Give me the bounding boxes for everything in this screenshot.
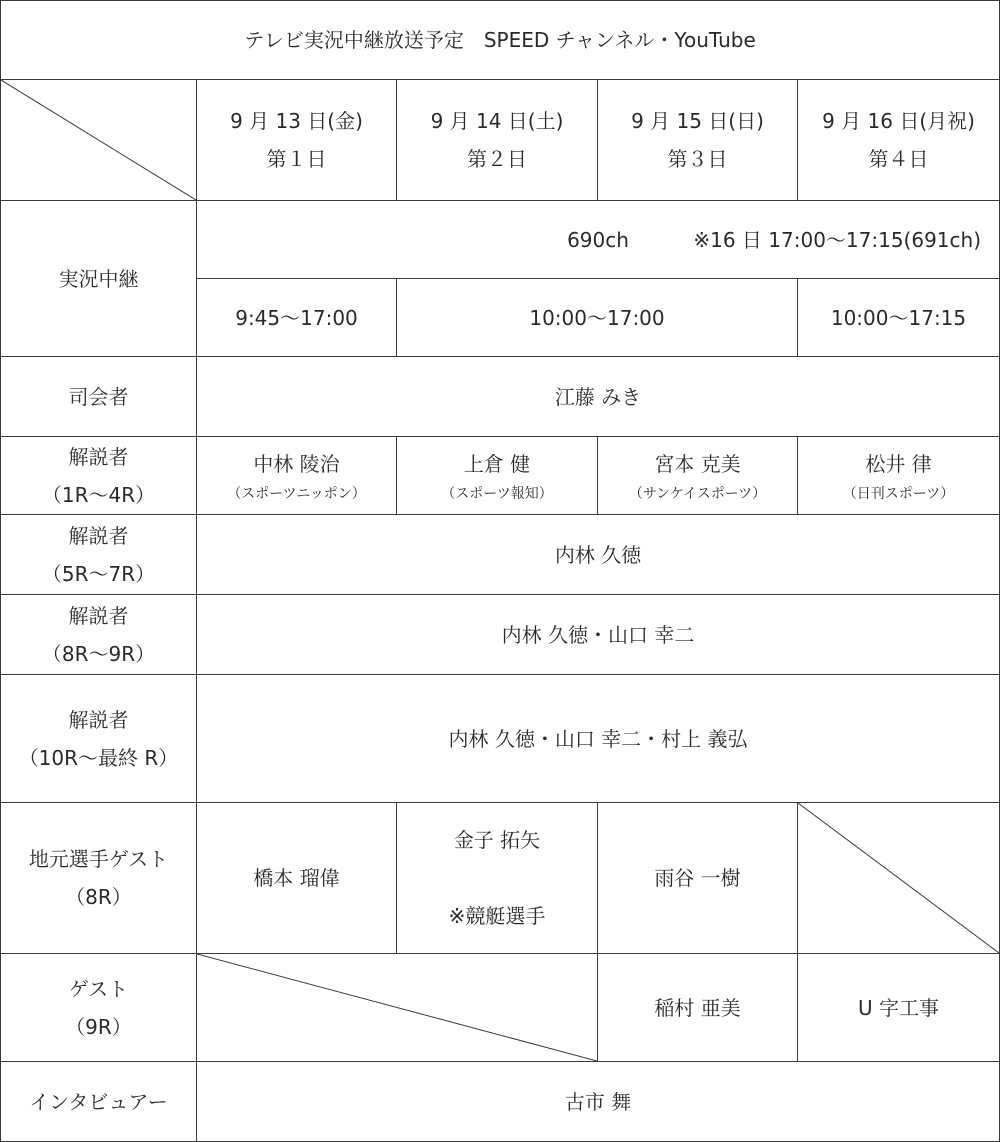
- header-line: （9R）: [65, 1014, 132, 1039]
- channel-note: ※16 日 17:00～17:15(691ch): [693, 227, 982, 252]
- header-line: （8R）: [65, 885, 132, 909]
- diagonal-line: [197, 954, 597, 1061]
- day-date: 9 月 14 日(土): [430, 109, 564, 133]
- time-day1: 9:45～17:00: [197, 279, 397, 357]
- local-guest-day1: 橋本 瑠偉: [197, 803, 397, 954]
- page-title: テレビ実況中継放送予定 SPEED チャンネル・YouTube: [1, 1, 1000, 80]
- commentators-1-4-header: [1, 437, 197, 515]
- day-header-4: [798, 80, 1000, 201]
- guest-header: [1, 954, 197, 1062]
- commentator-day2: [397, 437, 598, 515]
- live-header: 実況中継: [1, 201, 197, 357]
- commentator-affiliation: （サンケイスポーツ）: [628, 486, 767, 503]
- header-line: 地元選手ゲスト: [28, 847, 169, 871]
- commentator-affiliation: （スポーツニッポン）: [227, 486, 366, 503]
- local-guest-day3: 雨谷 一樹: [598, 803, 798, 954]
- guest-note: ※競艇選手: [448, 904, 546, 928]
- day-date: 9 月 15 日(日): [631, 109, 764, 133]
- commentator-day4: [798, 437, 1000, 515]
- commentator-name: 上倉 健: [463, 452, 531, 477]
- guest-day4: U 字工事: [798, 954, 1000, 1062]
- diagonal-line: [798, 803, 999, 953]
- commentators-8-9-header: [1, 595, 197, 675]
- header-line: 解説者: [68, 603, 129, 628]
- commentators-8-9-names: 内林 久徳・山口 幸二: [197, 595, 1000, 675]
- day-label: 第３日: [667, 147, 728, 171]
- host-header: 司会者: [1, 357, 197, 437]
- day-header-2: [397, 80, 598, 201]
- day-date: 9 月 16 日(月祝): [822, 109, 975, 133]
- commentators-5-7-header: [1, 515, 197, 595]
- local-guest-day2: [397, 803, 598, 954]
- host-name: 江藤 みき: [197, 357, 1000, 437]
- guest-day1-2-empty: [197, 954, 598, 1062]
- commentator-day3: [598, 437, 798, 515]
- day-header-3: [598, 80, 798, 201]
- commentator-day1: [197, 437, 397, 515]
- header-line: （8R～9R）: [41, 641, 156, 666]
- commentator-name: 中林 陵治: [253, 452, 340, 477]
- commentator-affiliation: （日刊スポーツ）: [842, 486, 955, 503]
- channel-cell: [197, 201, 1000, 279]
- interviewer-header: インタビュアー: [1, 1062, 197, 1142]
- time-day2-3: 10:00～17:00: [397, 279, 798, 357]
- header-line: ゲスト: [68, 976, 129, 1001]
- day-label: 第２日: [467, 147, 527, 171]
- day-date: 9 月 13 日(金): [230, 109, 363, 133]
- diagonal-line: [1, 80, 196, 200]
- commentator-affiliation: （スポーツ報知）: [441, 486, 553, 503]
- header-line: 解説者: [68, 444, 129, 469]
- guest-name: 金子 拓矢: [453, 828, 541, 852]
- local-guest-day4-empty: [798, 803, 1000, 954]
- header-line: （5R～7R）: [41, 561, 156, 586]
- header-line: 解説者: [68, 707, 129, 732]
- interviewer-name: 古市 舞: [197, 1062, 1000, 1142]
- local-guest-header: [1, 803, 197, 954]
- day-header-1: [197, 80, 397, 201]
- time-day4: 10:00～17:15: [798, 279, 1000, 357]
- commentator-name: 宮本 克美: [654, 452, 741, 477]
- day-label: 第４日: [868, 147, 929, 171]
- channel-number: 690ch: [567, 227, 629, 252]
- guest-day3: 稲村 亜美: [598, 954, 798, 1062]
- commentators-5-7-names: 内林 久徳: [197, 515, 1000, 595]
- header-line: （1R～4R）: [41, 482, 156, 507]
- corner-diagonal-cell: [1, 80, 197, 201]
- commentator-name: 松井 律: [865, 452, 932, 477]
- header-line: 解説者: [68, 523, 129, 548]
- day-label: 第１日: [266, 147, 327, 171]
- commentators-10-final-names: 内林 久徳・山口 幸二・村上 義弘: [197, 675, 1000, 803]
- commentators-10-final-header: [1, 675, 197, 803]
- header-line: （10R～最終 R）: [18, 745, 179, 770]
